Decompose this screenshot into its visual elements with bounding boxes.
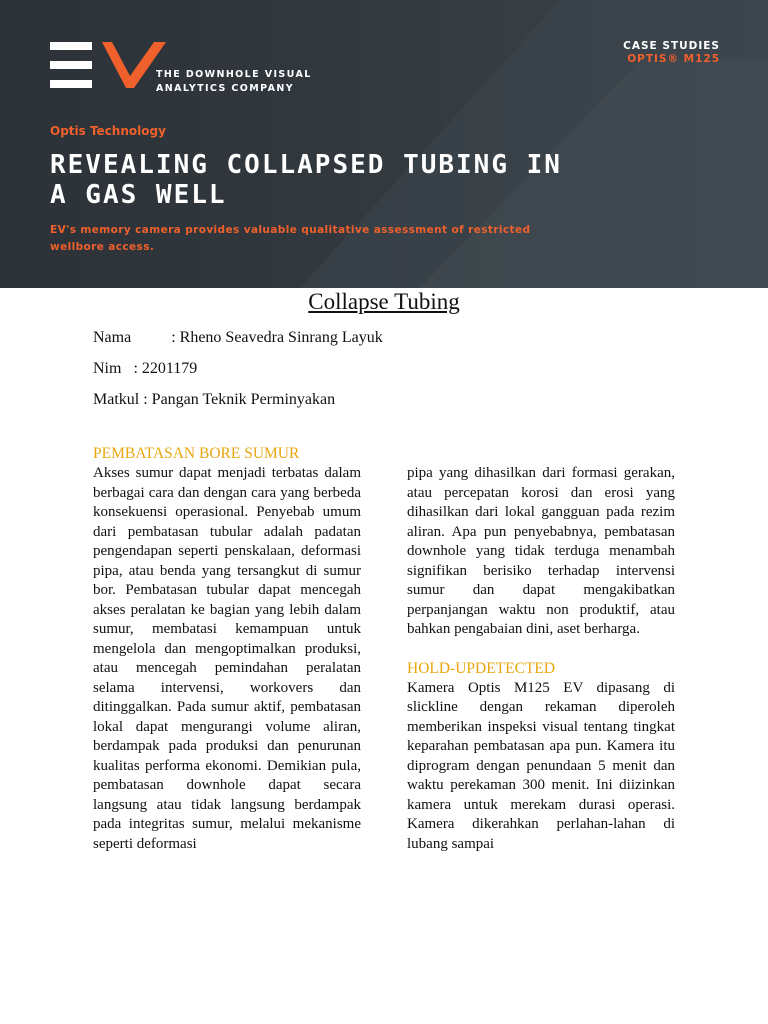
- student-nim-line: Nim : 2201179: [93, 360, 198, 377]
- right-column: [407, 464, 675, 854]
- case-studies-line-1: CASE STUDIES: [623, 40, 720, 52]
- section-paragraph-continued: pipa yang dihasilkan dari formasi gerakan, atau percepatan korosi dan erosi yang dihasilkan dari lokal gangguan pada rezim aliran. Apa pun penyebabnya, pembatasan downhole yang tidak terduga menambah signifikan berisiko terhadap intervensi sumur dan dapat mengakibatkan perpanjangan waktu non produktif, atau bahkan pengabaian dini, aset berharga.: [407, 465, 675, 637]
- section-heading-hold-up-detected: HOLD-UPDETECTED: [407, 659, 556, 677]
- course-line: Matkul : Pangan Teknik Perminyakan: [93, 391, 336, 408]
- banner-subtitle: EV's memory camera provides valuable qualitative assessment of restricted wellbore access.: [50, 224, 531, 253]
- section-paragraph-hold-up-detected: Kamera Optis M125 EV dipasang di slickline dengan rekaman diperoleh memberikan inspeksi visual tentang tingkat keparahan pembatasan apa pun. Kamera itu diprogram dengan penundaan 5 menit dan waktu perekaman 300 menit. Ini diizinkan kamera untuk merekam durasi operasi. Kamera dikerahkan perlahan-lahan di lubang sampai: [407, 679, 675, 852]
- section-heading-wellbore-restriction: PEMBATASAN BORE SUMUR: [93, 445, 300, 462]
- document-title: Collapse Tubing: [308, 289, 460, 314]
- tagline-line-1: THE DOWNHOLE VISUAL: [156, 69, 312, 80]
- student-name-line: Nama : Rheno Seavedra Sinrang Layuk: [93, 329, 383, 346]
- ev-logo-icon: [50, 42, 168, 94]
- banner-title: REVEALING COLLAPSED TUBING IN A GAS WELL: [50, 150, 562, 210]
- kicker-text: Optis Technology: [50, 124, 166, 138]
- company-tagline: [156, 68, 312, 96]
- case-studies-line-2: OPTIS® M125: [627, 53, 720, 65]
- header-banner: [0, 0, 768, 288]
- case-studies-label: [623, 40, 720, 66]
- section-paragraph-wellbore-restriction: Akses sumur dapat menjadi terbatas dalam berbagai cara dan dengan cara yang berbeda konsekuensi operasional. Penyebab umum dari pembatasan tubular adalah padatan pengendapan seperti penskalaan, deformasi pipa, atau benda yang tersangkut di sumur bor. Pembatasan tubular dapat mencegah akses peralatan ke bagian yang lebih dalam sumur, membatasi kemampuan untuk mengelola dan mengoptimalkan produksi, atau mencegah pemindahan peralatan selama intervensi, workovers dan ditinggalkan. Pada sumur aktif, pembatasan lokal dapat mengurangi volume aliran, berdampak pada produksi dan penurunan kualitas performa ekonomi. Demikian pula, pembatasan downhole dapat secara langsung atau tidak langsung berdampak pada integritas sumur, melalui mekanisme seperti deformasi: [93, 465, 361, 852]
- tagline-line-2: ANALYTICS COMPANY: [156, 83, 294, 94]
- left-column: [93, 444, 361, 854]
